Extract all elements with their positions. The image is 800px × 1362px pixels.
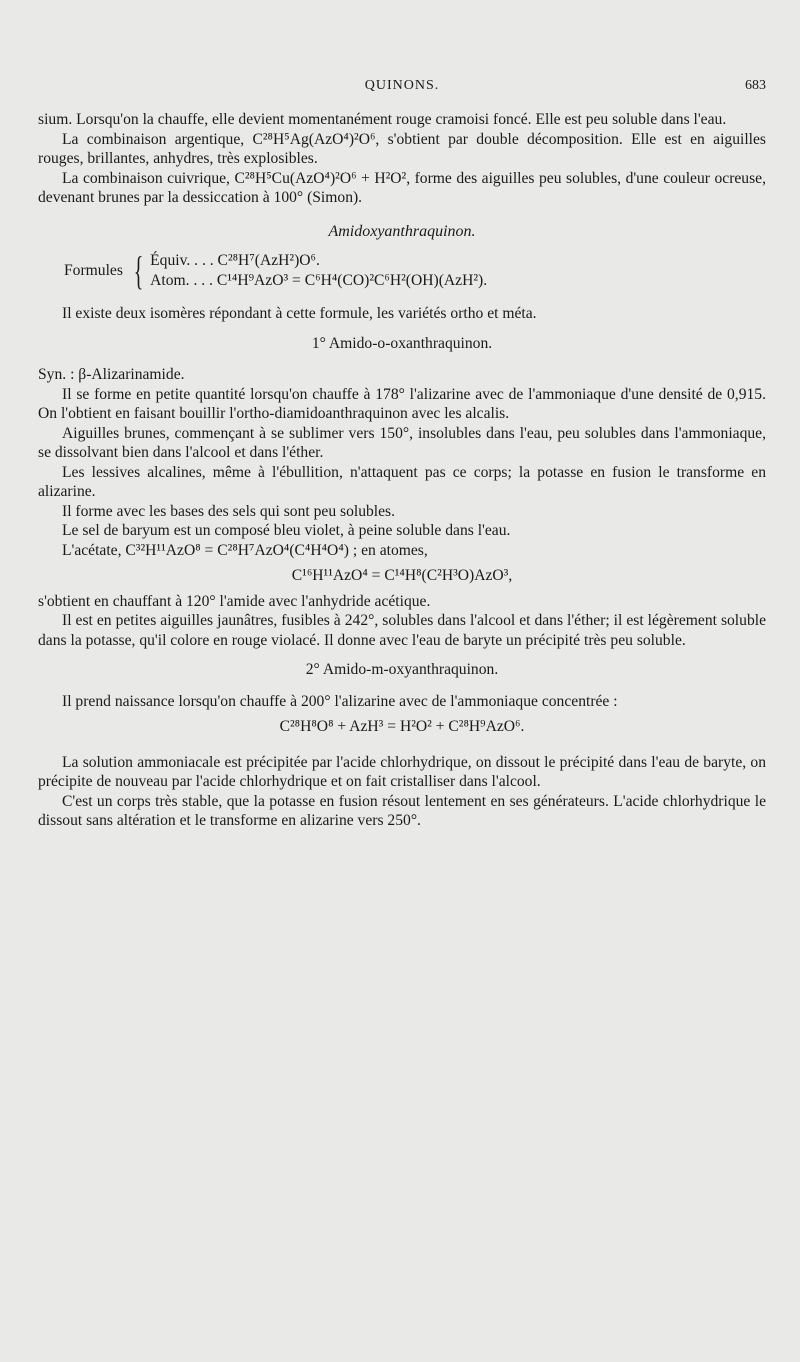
paragraph: Il existe deux isomères répondant à cette formule, les variétés ortho et méta. bbox=[62, 305, 537, 322]
paragraph: Syn. : β-Alizarinamide. bbox=[38, 366, 185, 383]
paragraph: Il est en petites aiguilles jaunâtres, fusibles à 242°, solubles dans l'alcool et dans l'éther; il est légèrement soluble dans la potasse, qu'il colore en rouge violacé. Il donne avec l'eau de baryte un précipité très peu soluble. bbox=[38, 612, 766, 649]
formules-label: Formules bbox=[64, 261, 123, 279]
paragraph: Les lessives alcalines, même à l'ébullition, n'attaquent pas ce corps; la potasse en fusion le transforme en alizarine. bbox=[38, 463, 766, 500]
formula-line: C²⁸H⁸O⁸ + AzH³ = H²O² + C²⁸H⁹AzO⁶. bbox=[279, 718, 525, 735]
running-head: QUINONS. bbox=[364, 78, 440, 93]
spacer bbox=[38, 743, 766, 753]
page-body bbox=[38, 110, 766, 831]
paragraph: s'obtient en chauffant à 120° l'amide avec l'anhydride acétique. bbox=[38, 592, 431, 610]
formula-block bbox=[64, 247, 766, 293]
formula-equiv: Équiv. . . . C²⁸H⁷(AzH²)O⁶. bbox=[150, 252, 320, 269]
formula-rows bbox=[150, 251, 487, 290]
formula-line: C¹⁶H¹¹AzO⁴ = C¹⁴H⁸(C²H³O)AzO³, bbox=[291, 567, 513, 584]
paragraph: sium. Lorsqu'on la chauffe, elle devient momentanément rouge cramoisi foncé. Elle est peu soluble dans l'eau. bbox=[38, 111, 727, 128]
formula-atom: Atom. . . . C¹⁴H⁹AzO³ = C⁶H⁴(CO)²C⁶H²(OH)(AzH²). bbox=[150, 271, 488, 289]
paragraph: Il prend naissance lorsqu'on chauffe à 200° l'alizarine avec de l'ammoniaque concentrée : bbox=[62, 692, 618, 710]
paragraph: La solution ammoniacale est précipitée par l'acide chlorhydrique, on dissout le précipité dans l'eau de baryte, on précipite de nouveau par l'acide chlorhydrique et on fait cristalliser dans l'alcool. bbox=[38, 753, 766, 790]
paragraph: La combinaison cuivrique, C²⁸H⁵Cu(AzO⁴)²O⁶ + H²O², forme des aiguilles peu solubles, d'une couleur ocreuse, devenant brunes par la dessiccation à 100° (Simon). bbox=[38, 169, 766, 206]
page-number: 683 bbox=[745, 78, 766, 93]
paragraph: Le sel de baryum est un composé bleu violet, à peine soluble dans l'eau. bbox=[62, 522, 511, 539]
brace-glyph: { bbox=[133, 247, 144, 293]
page-header bbox=[38, 78, 766, 102]
subsection-title: 1° Amido-o-oxanthraquinon. bbox=[311, 334, 493, 352]
paragraph: C'est un corps très stable, que la potasse en fusion résout lentement en ses générateurs. L'acide chlorhydrique le dissout sans altération et le transforme en alizarine vers 250°. bbox=[38, 792, 766, 829]
paragraph: Il forme avec les bases des sels qui sont peu solubles. bbox=[62, 502, 396, 520]
paragraph: La combinaison argentique, C²⁸H⁵Ag(AzO⁴)²O⁶, s'obtient par double décomposition. Elle est en aiguilles rouges, brillantes, anhydres, très explosibles. bbox=[38, 130, 766, 167]
paragraph: Il se forme en petite quantité lorsqu'on chauffe à 178° l'alizarine avec de l'ammoniaque d'une densité de 0,915. On l'obtient en faisant bouillir l'ortho-diamidoanthraquinon avec les alcalis. bbox=[38, 385, 766, 422]
subsection-title: 2° Amido-m-oxyanthraquinon. bbox=[305, 661, 499, 678]
paragraph: L'acétate, C³²H¹¹AzO⁸ = C²⁸H⁷AzO⁴(C⁴H⁴O⁴) ; en atomes, bbox=[62, 541, 428, 559]
paragraph: Aiguilles brunes, commençant à se sublimer vers 150°, insolubles dans l'eau, peu solubles dans l'ammoniaque, se dissolvant bien dans l'alcool et dans l'éther. bbox=[38, 424, 766, 461]
section-title: Amidoxyanthraquinon. bbox=[328, 222, 476, 240]
